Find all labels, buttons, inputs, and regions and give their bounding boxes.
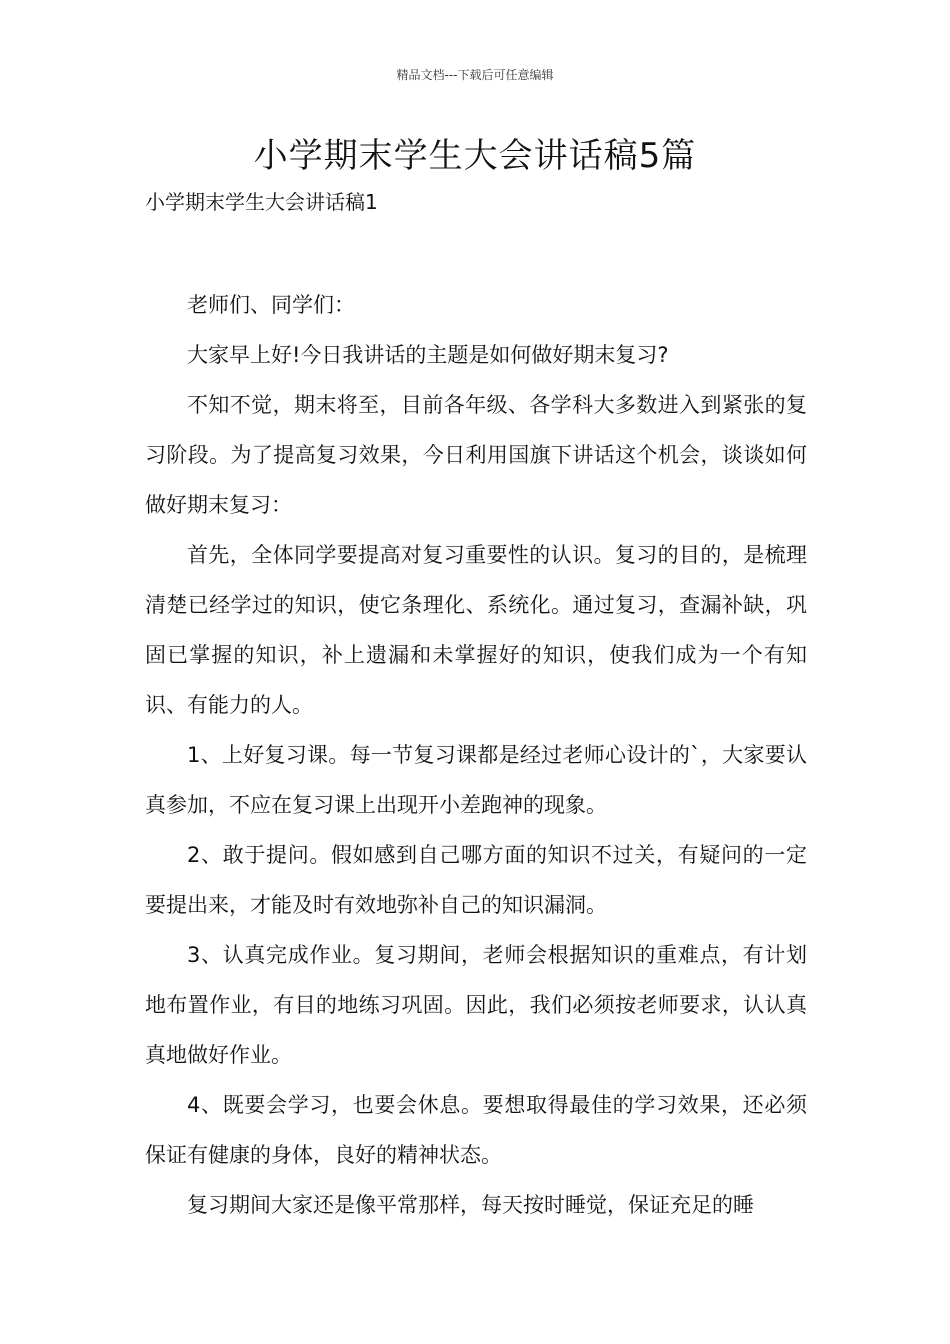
header-note: 精品文档---下载后可任意编辑 bbox=[396, 68, 554, 82]
paragraph: 老师们、同学们： bbox=[187, 293, 355, 317]
paragraph: 4、既要会学习，也要会休息。要想取得最佳的学习效果，还必须保证有健康的身体，良好的精神状态。 bbox=[145, 1093, 807, 1167]
paragraph: 大家早上好!今日我讲话的主题是如何做好期末复习? bbox=[187, 343, 669, 367]
paragraph: 3、认真完成作业。复习期间，老师会根据知识的重难点，有计划地布置作业，有目的地练习巩固。因此，我们必须按老师要求，认认真真地做好作业。 bbox=[145, 943, 807, 1067]
document-title: 小学期末学生大会讲话稿5篇 bbox=[253, 136, 697, 176]
paragraph: 不知不觉，期末将至，目前各年级、各学科大多数进入到紧张的复习阶段。为了提高复习效果，今日利用国旗下讲话这个机会，谈谈如何做好期末复习： bbox=[145, 393, 807, 517]
section-subtitle: 小学期末学生大会讲话稿1 bbox=[145, 190, 378, 214]
paragraph: 2、敢于提问。假如感到自己哪方面的知识不过关，有疑问的一定要提出来，才能及时有效地弥补自己的知识漏洞。 bbox=[145, 843, 807, 917]
paragraph: 1、上好复习课。每一节复习课都是经过老师心设计的`，大家要认真参加，不应在复习课上出现开小差跑神的现象。 bbox=[145, 743, 807, 817]
document-body bbox=[145, 280, 807, 1230]
paragraph: 复习期间大家还是像平常那样，每天按时睡觉，保证充足的睡 bbox=[187, 1193, 754, 1217]
paragraph: 首先，全体同学要提高对复习重要性的认识。复习的目的，是梳理清楚已经学过的知识，使它条理化、系统化。通过复习，查漏补缺，巩固已掌握的知识，补上遗漏和未掌握好的知识，使我们成为一个有知识、有能力的人。 bbox=[145, 543, 807, 717]
